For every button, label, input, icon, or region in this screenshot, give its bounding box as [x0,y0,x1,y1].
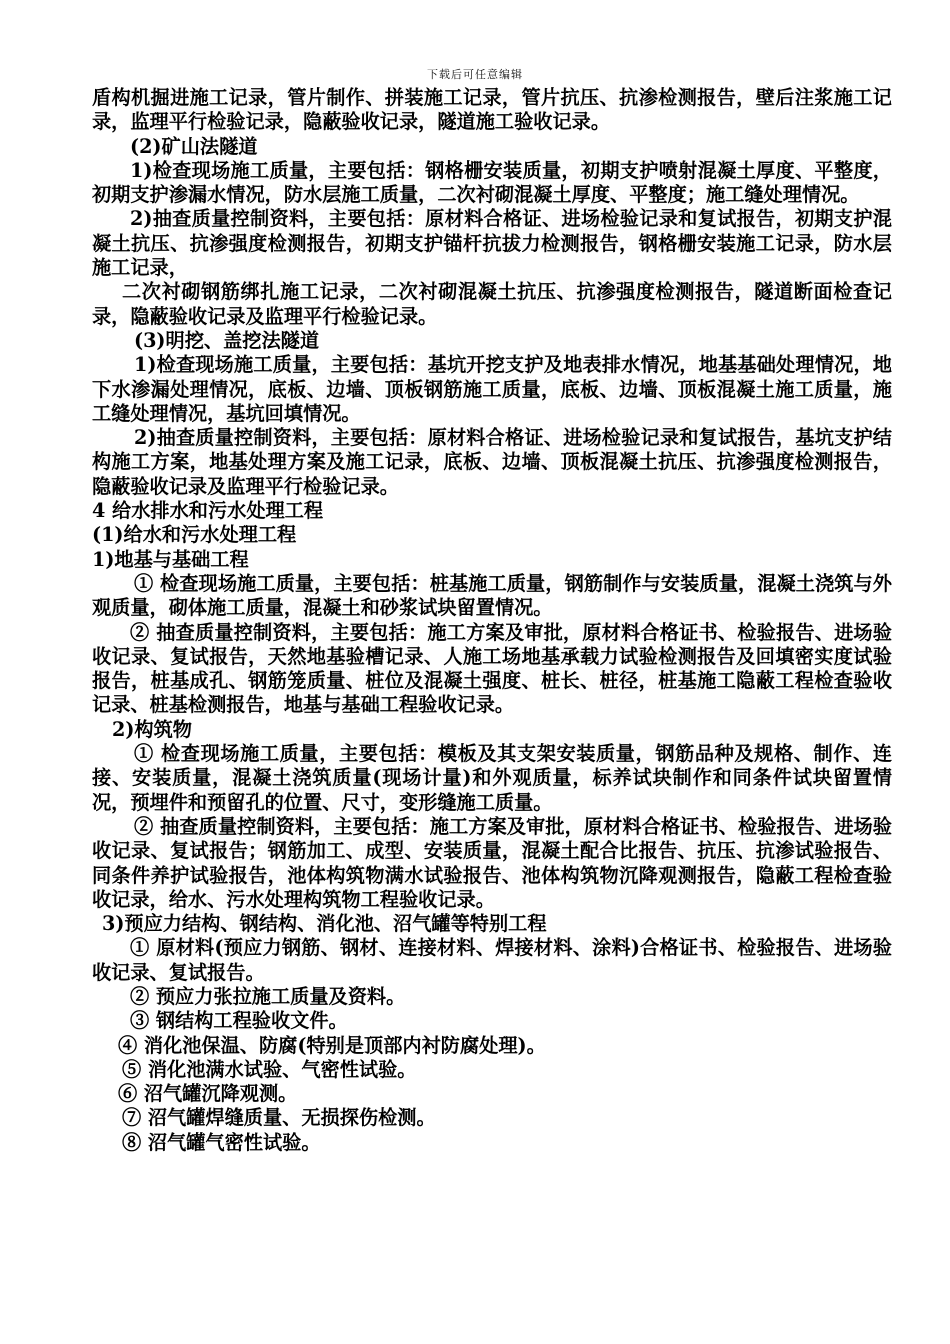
paragraph-foundation-quality-data: ② 抽查质量控制资料，主要包括：施工方案及审批，原材料合格证书、检验报告、进场验收记录、复试报告，天然地基验槽记录、人施工场地基承载力试验检测报告及回填密实度试验报告，桩基成孔、钢筋笼质量、桩位及混凝土强度、桩长、桩径，桩基施工隐蔽工程检查验收记录、桩基检测报告，地基与基础工程验收记录。 [92,620,892,717]
heading-foundation: 1)地基与基础工程 [92,547,249,571]
list-item-3: ③ 钢结构工程验收文件。 [130,1009,348,1033]
heading-water-supply-drainage: 4 给水排水和污水处理工程 [92,499,324,523]
paragraph-shield-records: 盾构机掘进施工记录，管片制作、拼装施工记录，管片抗压、抗渗检测报告，壁后注浆施工记录，监理平行检验记录，隐蔽验收记录，隧道施工验收记录。 [92,86,892,134]
heading-water-sewage-treatment: (1)给水和污水处理工程 [92,523,297,547]
paragraph-cut-quality-data: 2)抽查质量控制资料，主要包括：原材料合格证、进场检验记录和复试报告，基坑支护结构施工方案，地基处理方案及施工记录，底板、边墙、顶板混凝土抗压、抗渗强度检测报告，隐蔽验收记录及监理平行检验记录。 [92,426,892,498]
heading-mining-tunnel: (2)矿山法隧道 [130,134,258,158]
document-body [92,86,892,1155]
paragraph-cut-site-check: 1)检查现场施工质量，主要包括：基坑开挖支护及地表排水情况，地基基础处理情况，地下水渗漏处理情况，底板、边墙、顶板钢筋施工质量，底板、边墙、顶板混凝土施工质量，施工缝处理情况，基坑回填情况。 [92,353,892,425]
paragraph-mining-quality-data: 2)抽查质量控制资料，主要包括：原材料合格证、进场检验记录和复试报告，初期支护混凝土抗压、抗渗强度检测报告，初期支护锚杆抗拔力检测报告，钢格栅安装施工记录，防水层施工记录， [92,207,892,280]
paragraph-structures-site-check: ① 检查现场施工质量，主要包括：模板及其支架安装质量，钢筋品种及规格、制作、连接、安装质量，混凝土浇筑质量(现场计量)和外观质量，标养试块制作和同条件试块留置情况，预埋件和预留孔的位置、尺寸，变形缝施工质量。 [92,742,892,814]
paragraph-foundation-site-check: ① 检查现场施工质量，主要包括：桩基施工质量，钢筋制作与安装质量，混凝土浇筑与外观质量，砌体施工质量，混凝土和砂浆试块留置情况。 [92,571,892,620]
paragraph-mining-site-check: 1)检查现场施工质量，主要包括：钢格栅安装质量，初期支护喷射混凝土厚度、平整度，初期支护渗漏水情况，防水层施工质量，二次衬砌混凝土厚度、平整度；施工缝处理情况。 [92,158,892,207]
paragraph-structures-quality-data: ② 抽查质量控制资料，主要包括：施工方案及审批，原材料合格证书、检验报告、进场验收记录、复试报告；钢筋加工、成型、安装质量，混凝土配合比报告、抗压、抗渗试验报告、同条件养护试验报告，池体构筑物满水试验报告、池体构筑物沉降观测报告，隐蔽工程检查验收记录，给水、污水处理构筑物工程验收记录。 [92,814,892,911]
paragraph-secondary-lining: 二次衬砌钢筋绑扎施工记录，二次衬砌混凝土抗压、抗渗强度检测报告，隧道断面检查记录，隐蔽验收记录及监理平行检验记录。 [92,280,892,328]
list-item-8: ⑧ 沼气罐气密性试验。 [122,1130,321,1154]
list-item-2: ② 预应力张拉施工质量及资料。 [130,984,406,1008]
list-item-4: ④ 消化池保温、防腐(特别是顶部内衬防腐处理)。 [118,1033,546,1057]
heading-cut-cover-tunnel: (3)明挖、盖挖法隧道 [134,328,320,352]
heading-structures: 2)构筑物 [112,717,192,741]
list-item-5: ⑤ 消化池满水试验、气密性试验。 [122,1057,417,1081]
page-header: 下载后可任意编辑 [427,68,523,81]
list-item-7: ⑦ 沼气罐焊缝质量、无损探伤检测。 [122,1106,436,1130]
heading-special-works: 3)预应力结构、钢结构、消化池、沼气罐等特别工程 [102,912,547,936]
list-item-6: ⑥ 沼气罐沉降观测。 [118,1082,298,1106]
list-item-1: ① 原材料(预应力钢筋、钢材、连接材料、焊接材料、涂料)合格证书、检验报告、进场验收记录、复试报告。 [92,936,892,984]
